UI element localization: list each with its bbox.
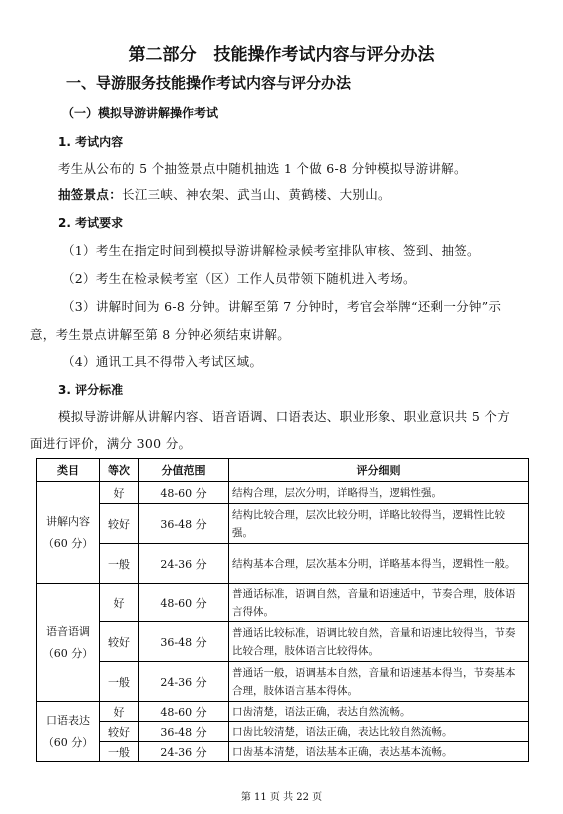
table-row <box>37 722 529 742</box>
requirement-1: （1）考生在指定时间到模拟导游讲解检录候考室排队审核、签到、抽签。 <box>62 243 480 258</box>
header-level: 等次 <box>100 459 139 482</box>
level-cell: 好 <box>100 584 139 622</box>
category-points: （60 分） <box>42 646 94 660</box>
category-cell <box>37 584 100 702</box>
table-header-row <box>37 459 529 482</box>
category-points: （60 分） <box>42 536 94 550</box>
level-cell: 好 <box>100 482 139 504</box>
table-row <box>37 702 529 722</box>
table-row <box>37 482 529 504</box>
detail-cell: 口齿清楚，语法正确，表达自然流畅。 <box>229 702 529 722</box>
table-row <box>37 662 529 702</box>
draw-spots-label: 抽签景点： <box>58 187 123 202</box>
detail-cell: 普通话标准，语调自然，音量和语速适中，节奏合理，肢体语言得体。 <box>229 584 529 622</box>
range-cell: 48-60 分 <box>139 702 229 722</box>
range-cell: 24-36 分 <box>139 742 229 762</box>
range-cell: 36-48 分 <box>139 622 229 662</box>
paragraph-exam-content: 考生从公布的 5 个抽签景点中随机抽选 1 个做 6-8 分钟模拟导游讲解。 <box>58 161 467 176</box>
detail-cell: 口齿比较清楚，语法正确，表达比较自然流畅。 <box>229 722 529 742</box>
heading-scoring-standard: 3. 评分标准 <box>58 383 124 397</box>
level-cell: 一般 <box>100 544 139 584</box>
page-footer: 第 11 页 共 22 页 <box>240 792 323 803</box>
page-title: 第二部分 技能操作考试内容与评分办法 <box>128 45 435 65</box>
category-points: （60 分） <box>42 735 94 749</box>
section-heading: 一、导游服务技能操作考试内容与评分办法 <box>66 74 352 92</box>
header-scoring-details: 评分细则 <box>229 459 529 482</box>
table-row <box>37 622 529 662</box>
range-cell: 36-48 分 <box>139 722 229 742</box>
detail-cell: 结构合理，层次分明，详略得当，逻辑性强。 <box>229 482 529 504</box>
detail-cell: 普通话一般，语调基本自然，音量和语速基本得当，节奏基本合理，肢体语言基本得体。 <box>229 662 529 702</box>
requirement-3-line-2: 意，考生景点讲解至第 8 分钟必须结束讲解。 <box>30 327 291 342</box>
heading-exam-requirements: 2. 考试要求 <box>58 216 124 230</box>
scoring-paragraph-line-2: 面进行评价，满分 300 分。 <box>30 436 192 451</box>
range-cell: 48-60 分 <box>139 584 229 622</box>
requirement-2: （2）考生在检录候考室（区）工作人员带领下随机进入考场。 <box>62 271 416 286</box>
category-name: 语音语调 <box>46 624 90 638</box>
draw-spots-value: 长江三峡、神农架、武当山、黄鹤楼、大别山。 <box>122 187 391 202</box>
level-cell: 较好 <box>100 504 139 544</box>
range-cell: 24-36 分 <box>139 662 229 702</box>
detail-cell: 普通话比较标准，语调比较自然，音量和语速比较得当，节奏比较合理，肢体语言比较得体。 <box>229 622 529 662</box>
detail-cell: 结构基本合理，层次基本分明，详略基本得当，逻辑性一般。 <box>229 544 529 584</box>
table-row <box>37 504 529 544</box>
category-name: 口语表达 <box>46 713 90 727</box>
detail-cell: 结构比较合理，层次比较分明，详略比较得当，逻辑性比较强。 <box>229 504 529 544</box>
header-score-range: 分值范围 <box>139 459 229 482</box>
level-cell: 一般 <box>100 662 139 702</box>
range-cell: 48-60 分 <box>139 482 229 504</box>
category-cell <box>37 482 100 584</box>
draw-spots-line <box>58 185 391 203</box>
level-cell: 好 <box>100 702 139 722</box>
category-cell <box>37 702 100 762</box>
header-category: 类目 <box>37 459 100 482</box>
scoring-paragraph-line-1: 模拟导游讲解从讲解内容、语音语调、口语表达、职业形象、职业意识共 5 个方 <box>58 409 511 424</box>
table-row <box>37 584 529 622</box>
level-cell: 一般 <box>100 742 139 762</box>
range-cell: 36-48 分 <box>139 504 229 544</box>
heading-exam-content: 1. 考试内容 <box>58 135 124 149</box>
level-cell: 较好 <box>100 722 139 742</box>
subsection-heading: （一）模拟导游讲解操作考试 <box>62 106 219 120</box>
scoring-table <box>36 458 529 762</box>
level-cell: 较好 <box>100 622 139 662</box>
requirement-3-line-1: （3）讲解时间为 6-8 分钟。讲解至第 7 分钟时，考官会举牌“还剩一分钟”示 <box>62 299 502 314</box>
range-cell: 24-36 分 <box>139 544 229 584</box>
category-name: 讲解内容 <box>46 514 90 528</box>
requirement-4: （4）通讯工具不得带入考试区域。 <box>62 354 263 369</box>
table-row <box>37 742 529 762</box>
detail-cell: 口齿基本清楚，语法基本正确，表达基本流畅。 <box>229 742 529 762</box>
table-row <box>37 544 529 584</box>
